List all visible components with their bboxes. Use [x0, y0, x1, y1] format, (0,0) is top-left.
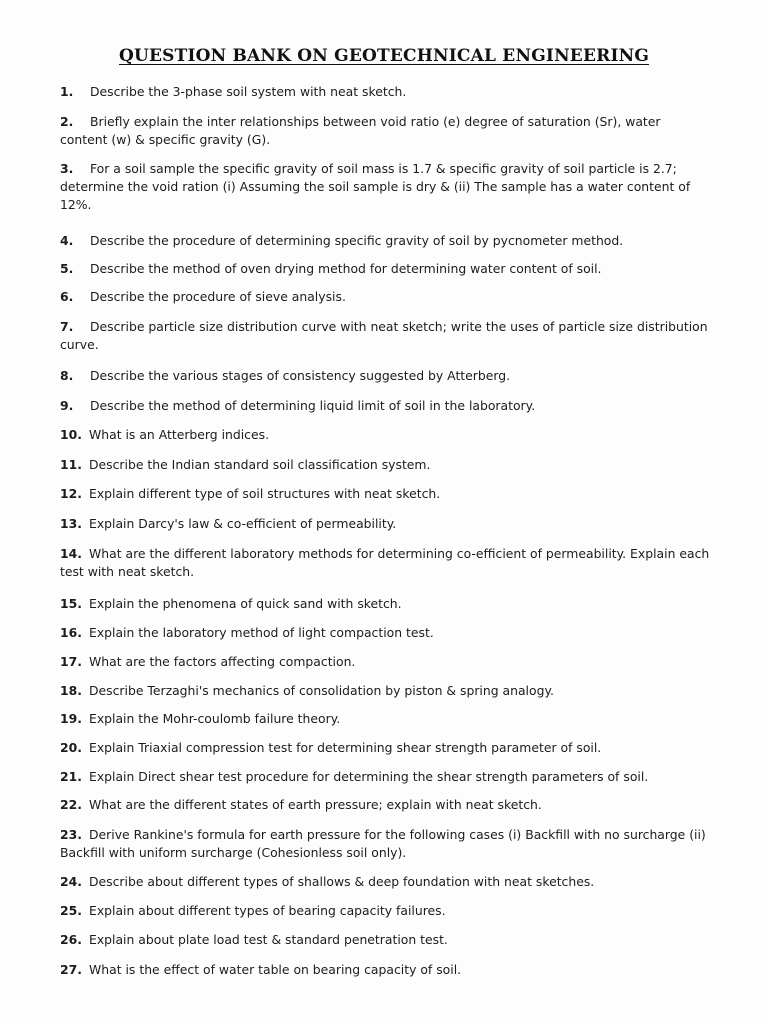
question-item [60, 232, 710, 250]
question-item [60, 515, 710, 533]
question-item [60, 653, 710, 671]
question-item [60, 739, 710, 757]
question-number: 3. [60, 161, 74, 176]
question-text: Derive Rankine's formula for earth pressure for the following cases (i) Backfill with no surcharge (ii) Backfill with uniform surcharge (Cohesionless soil only). [60, 827, 706, 860]
question-text: Describe the method of oven drying method for determining water content of soil. [90, 261, 602, 276]
question-item [60, 160, 710, 214]
question-item [60, 113, 710, 149]
question-text: Briefly explain the inter relationships between void ratio (e) degree of saturation (Sr), water content (w) & specific gravity (G). [60, 114, 661, 147]
question-number: 5. [60, 261, 74, 276]
question-item [60, 796, 710, 814]
question-number: 10. [60, 427, 82, 442]
question-text: Explain about different types of bearing capacity failures. [89, 903, 446, 918]
question-number: 23. [60, 827, 82, 842]
question-item [60, 768, 710, 786]
question-text: Describe the Indian standard soil classification system. [89, 457, 431, 472]
question-number: 16. [60, 625, 82, 640]
question-item [60, 260, 710, 278]
question-item [60, 456, 710, 474]
question-number: 13. [60, 516, 82, 531]
question-item [60, 485, 710, 503]
question-number: 27. [60, 962, 82, 977]
question-item [60, 83, 710, 101]
question-item [60, 961, 710, 979]
question-number: 4. [60, 233, 74, 248]
question-item [60, 710, 710, 728]
question-text: What are the factors affecting compaction. [89, 654, 356, 669]
question-text: Describe the various stages of consistency suggested by Atterberg. [90, 368, 511, 383]
question-number: 15. [60, 596, 82, 611]
question-number: 18. [60, 683, 82, 698]
question-text: Explain Triaxial compression test for determining shear strength parameter of soil. [89, 740, 602, 755]
question-text: Describe particle size distribution curve with neat sketch; write the uses of particle size distribution curve. [60, 319, 708, 352]
question-number: 19. [60, 711, 82, 726]
question-item [60, 288, 710, 306]
question-number: 6. [60, 289, 74, 304]
question-item [60, 931, 710, 949]
question-text: Describe the procedure of determining specific gravity of soil by pycnometer method. [90, 233, 624, 248]
question-number: 21. [60, 769, 82, 784]
question-text: What is the effect of water table on bearing capacity of soil. [89, 962, 462, 977]
question-number: 9. [60, 398, 74, 413]
question-number: 14. [60, 546, 82, 561]
question-text: Describe the method of determining liquid limit of soil in the laboratory. [90, 398, 536, 413]
question-text: Explain the laboratory method of light compaction test. [89, 625, 434, 640]
question-item [60, 902, 710, 920]
question-number: 2. [60, 114, 74, 129]
question-item [60, 595, 710, 613]
question-text: Describe Terzaghi's mechanics of consolidation by piston & spring analogy. [89, 683, 554, 698]
question-item [60, 873, 710, 891]
question-number: 12. [60, 486, 82, 501]
question-text: For a soil sample the specific gravity of soil mass is 1.7 & specific gravity of soil particle is 2.7; determine the void ration (i) Assuming the soil sample is dry & (ii) The sample has a water content of 12%. [60, 161, 691, 212]
question-text: Explain the phenomena of quick sand with sketch. [89, 596, 402, 611]
question-item [60, 682, 710, 700]
page-title: QUESTION BANK ON GEOTECHNICAL ENGINEERING [118, 46, 650, 66]
question-item [60, 397, 710, 415]
question-number: 26. [60, 932, 82, 947]
question-number: 1. [60, 84, 74, 99]
question-text: Describe about different types of shallows & deep foundation with neat sketches. [89, 874, 595, 889]
question-item [60, 367, 710, 385]
question-item [60, 426, 710, 444]
question-number: 11. [60, 457, 82, 472]
question-item [60, 624, 710, 642]
question-number: 17. [60, 654, 82, 669]
question-text: Explain Darcy's law & co-efficient of permeability. [89, 516, 397, 531]
question-text: Describe the 3-phase soil system with neat sketch. [90, 84, 407, 99]
question-number: 22. [60, 797, 82, 812]
question-item [60, 826, 710, 862]
question-text: Explain the Mohr-coulomb failure theory. [89, 711, 341, 726]
question-number: 20. [60, 740, 82, 755]
question-number: 24. [60, 874, 82, 889]
question-text: Describe the procedure of sieve analysis. [90, 289, 346, 304]
question-text: Explain Direct shear test procedure for determining the shear strength parameters of soil. [89, 769, 649, 784]
question-text: What are the different states of earth pressure; explain with neat sketch. [89, 797, 542, 812]
question-number: 7. [60, 319, 74, 334]
question-item [60, 318, 710, 354]
question-text: Explain different type of soil structures with neat sketch. [89, 486, 441, 501]
question-number: 25. [60, 903, 82, 918]
question-item [60, 545, 710, 581]
question-text: What is an Atterberg indices. [89, 427, 270, 442]
question-text: Explain about plate load test & standard penetration test. [89, 932, 448, 947]
question-text: What are the different laboratory methods for determining co-efficient of permeability. Explain each test with neat sketch. [60, 546, 710, 579]
question-number: 8. [60, 368, 74, 383]
